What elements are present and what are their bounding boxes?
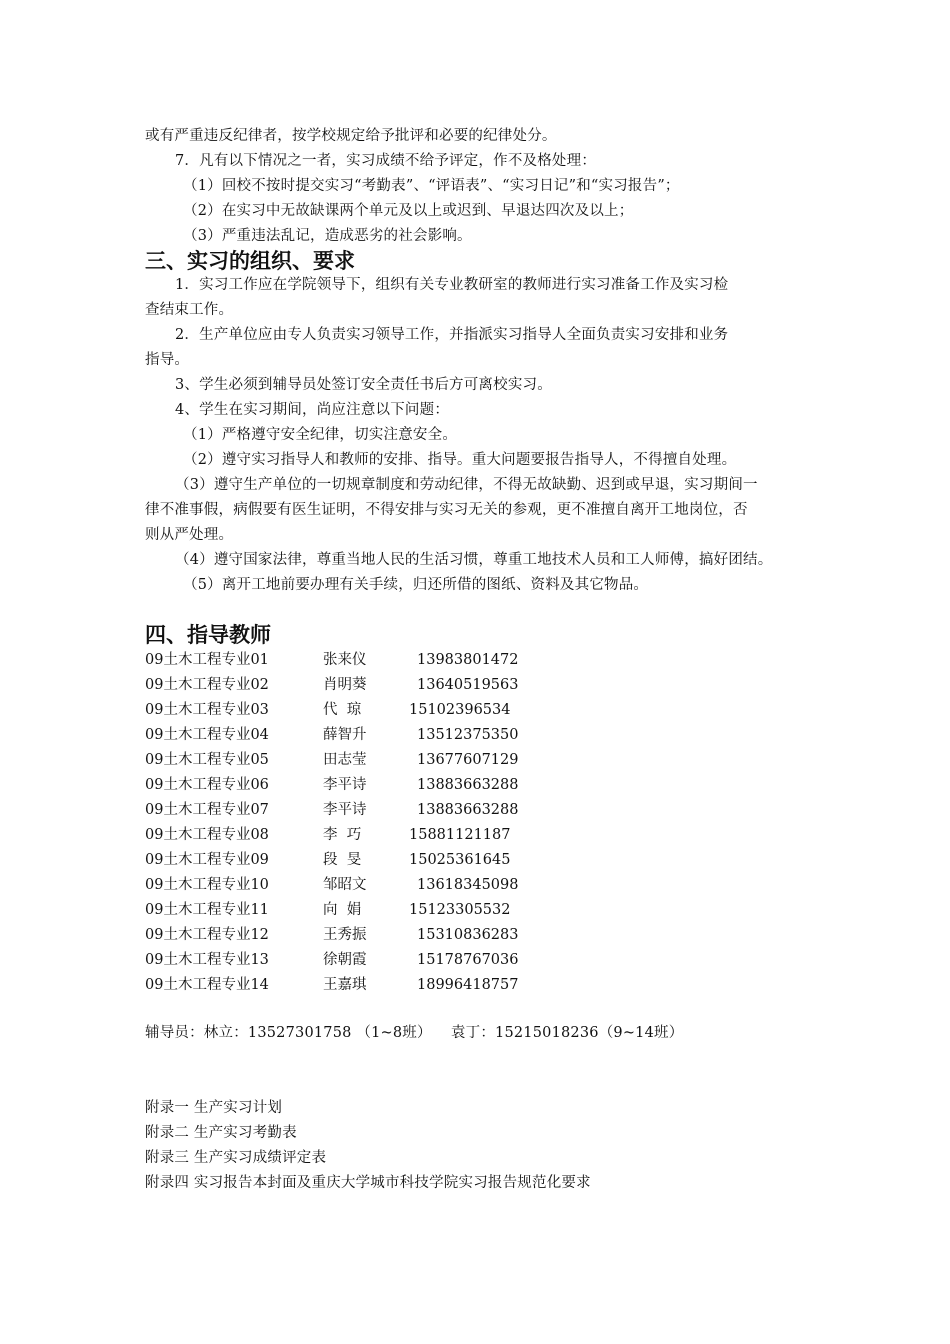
appendix-2: 附录二 生产实习考勤表 <box>145 1125 297 1141</box>
class-cell: 09土木工程专业03 <box>145 702 269 718</box>
teacher-name-cell: 李平诗 <box>323 802 367 818</box>
phone-cell: 15025361645 <box>409 852 511 868</box>
counselor-line: 辅导员：林立：13527301758 （1~8班） 袁丁：15215018236（9~14班） <box>145 1025 684 1041</box>
class-cell: 09土木工程专业04 <box>145 727 269 743</box>
teacher-name-cell: 李 巧 <box>323 827 362 843</box>
class-cell: 09土木工程专业02 <box>145 677 269 693</box>
subitem-1: （1）回校不按时提交实习“考勤表”、“评语表”、“实习日记”和“实习报告”； <box>183 178 680 194</box>
class-cell: 09土木工程专业11 <box>145 902 269 918</box>
phone-cell: 13883663288 <box>417 777 519 793</box>
phone-cell: 13618345098 <box>417 877 519 893</box>
item-7: 7．凡有以下情况之一者，实习成绩不给予评定，作不及格处理： <box>175 153 597 169</box>
section-3-s3a: （3）遵守生产单位的一切规章制度和劳动纪律，不得无故缺勤、迟到或早退，实习期间一 <box>175 477 758 493</box>
teacher-name-cell: 肖明葵 <box>323 677 367 693</box>
phone-cell: 15881121187 <box>409 827 511 843</box>
phone-cell: 18996418757 <box>417 977 519 993</box>
teacher-name-cell: 薛智升 <box>323 727 367 743</box>
teacher-name-cell: 王嘉琪 <box>323 977 367 993</box>
teacher-name-cell: 代 琼 <box>323 702 362 718</box>
teacher-name-cell: 李平诗 <box>323 777 367 793</box>
section-3-p1b: 查结束工作。 <box>145 302 234 318</box>
class-cell: 09土木工程专业09 <box>145 852 269 868</box>
appendix-3: 附录三 生产实习成绩评定表 <box>145 1150 327 1166</box>
section-3-p1a: 1．实习工作应在学院领导下，组织有关专业教研室的教师进行实习准备工作及实习检 <box>175 277 729 293</box>
section-3-s2: （2）遵守实习指导人和教师的安排、指导。重大问题要报告指导人，不得擅自处理。 <box>183 452 737 468</box>
class-cell: 09土木工程专业14 <box>145 977 269 993</box>
section-3-p4: 4、学生在实习期间，尚应注意以下问题： <box>175 402 450 418</box>
section-3-s3c: 则从严处理。 <box>145 527 234 543</box>
class-cell: 09土木工程专业10 <box>145 877 269 893</box>
paragraph-discipline-tail: 或有严重违反纪律者，按学校规定给予批评和必要的纪律处分。 <box>145 128 557 144</box>
phone-cell: 15102396534 <box>409 702 511 718</box>
section-3-s3b: 律不准事假，病假要有医生证明，不得安排与实习无关的参观，更不准擅自离开工地岗位，否 <box>145 502 748 518</box>
section-3-s4: （4）遵守国家法律，尊重当地人民的生活习惯，尊重工地技术人员和工人师傅，搞好团结。 <box>175 552 773 568</box>
teacher-name-cell: 徐朝霞 <box>323 952 367 968</box>
subitem-2: （2）在实习中无故缺课两个单元及以上或迟到、早退达四次及以上； <box>183 203 634 219</box>
section-3-p2b: 指导。 <box>145 352 190 368</box>
section-3-s5: （5）离开工地前要办理有关手续，归还所借的图纸、资料及其它物品。 <box>183 577 649 593</box>
section-4-heading: 四、指导教师 <box>145 623 271 647</box>
class-cell: 09土木工程专业12 <box>145 927 269 943</box>
class-cell: 09土木工程专业07 <box>145 802 269 818</box>
section-3-p2a: 2．生产单位应由专人负责实习领导工作，并指派实习指导人全面负责实习安排和业务 <box>175 327 729 343</box>
phone-cell: 15123305532 <box>409 902 511 918</box>
phone-cell: 13883663288 <box>417 802 519 818</box>
appendix-4: 附录四 实习报告本封面及重庆大学城市科技学院实习报告规范化要求 <box>145 1175 591 1191</box>
phone-cell: 13640519563 <box>417 677 519 693</box>
teacher-name-cell: 王秀振 <box>323 927 367 943</box>
phone-cell: 13983801472 <box>417 652 519 668</box>
subitem-3: （3）严重违法乱记，造成恶劣的社会影响。 <box>183 228 472 244</box>
teacher-name-cell: 张来仪 <box>323 652 367 668</box>
section-3-heading: 三、实习的组织、要求 <box>145 249 355 273</box>
phone-cell: 15178767036 <box>417 952 519 968</box>
appendix-1: 附录一 生产实习计划 <box>145 1100 283 1116</box>
phone-cell: 15310836283 <box>417 927 519 943</box>
teacher-name-cell: 邹昭文 <box>323 877 367 893</box>
class-cell: 09土木工程专业08 <box>145 827 269 843</box>
section-3-p3: 3、学生必须到辅导员处签订安全责任书后方可离校实习。 <box>175 377 552 393</box>
teacher-name-cell: 向 娟 <box>323 902 362 918</box>
class-cell: 09土木工程专业06 <box>145 777 269 793</box>
phone-cell: 13677607129 <box>417 752 519 768</box>
phone-cell: 13512375350 <box>417 727 519 743</box>
class-cell: 09土木工程专业05 <box>145 752 269 768</box>
teacher-name-cell: 田志莹 <box>323 752 367 768</box>
class-cell: 09土木工程专业01 <box>145 652 269 668</box>
section-3-s1: （1）严格遵守安全纪律，切实注意安全。 <box>183 427 458 443</box>
teacher-name-cell: 段 旻 <box>323 852 362 868</box>
class-cell: 09土木工程专业13 <box>145 952 269 968</box>
